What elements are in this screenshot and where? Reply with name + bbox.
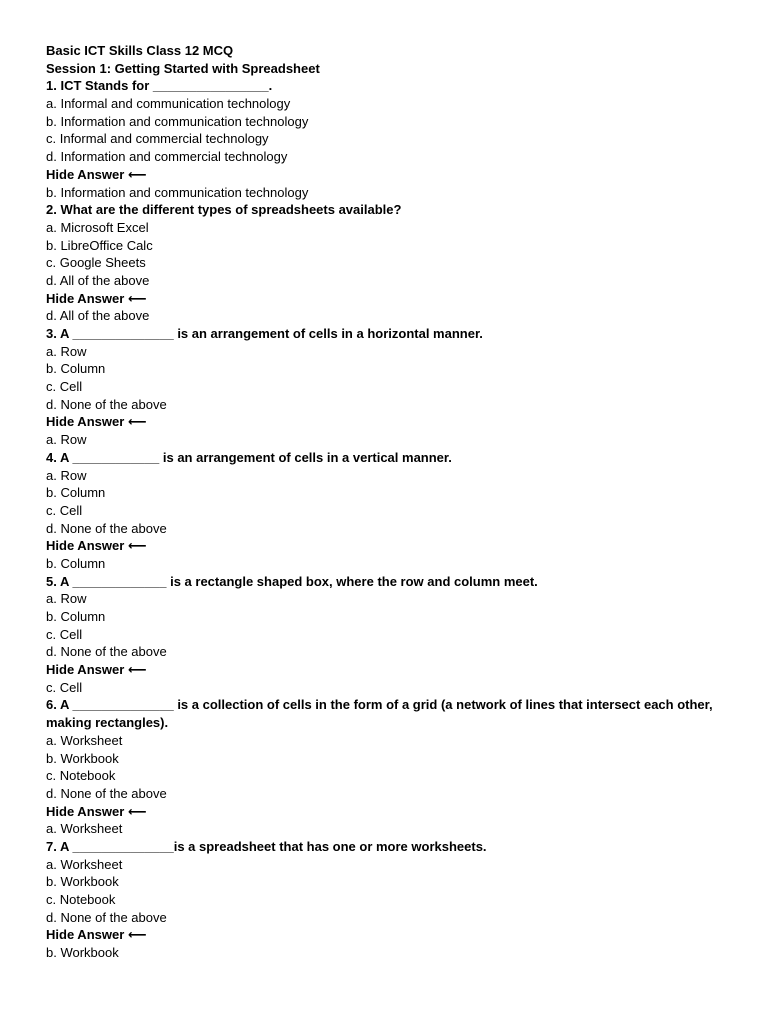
option-a: a. Worksheet bbox=[46, 732, 123, 748]
session-heading: Session 1: Getting Started with Spreadsheet bbox=[46, 60, 320, 76]
option-b: b. Column bbox=[46, 609, 106, 624]
answer-text: b. Column bbox=[46, 555, 106, 571]
option-a: a. Microsoft Excel bbox=[46, 219, 149, 235]
question-text: 5. A _____________ is a rectangle shaped box, where the row and column meet. bbox=[46, 573, 538, 589]
question-block-4 bbox=[46, 449, 736, 573]
hide-answer-toggle[interactable]: Hide Answer ⟵ bbox=[46, 662, 147, 678]
option-d: d. None of the above bbox=[46, 909, 167, 925]
option-a: a. Worksheet bbox=[46, 856, 123, 872]
option-d: d. None of the above bbox=[46, 644, 167, 660]
question-text: 7. A ______________is a spreadsheet that has one or more worksheets. bbox=[46, 838, 487, 854]
document-title: Basic ICT Skills Class 12 MCQ bbox=[46, 43, 234, 58]
question-text: 1. ICT Stands for ________________. bbox=[46, 78, 273, 94]
option-b: b. Column bbox=[46, 485, 106, 501]
question-text: 6. A ______________ is a collection of cells in the form of a grid (a network of lines that intersect each other, making rectangles). bbox=[46, 697, 713, 731]
hide-answer-toggle[interactable]: Hide Answer ⟵ bbox=[46, 803, 147, 819]
answer-text: b. Workbook bbox=[46, 945, 119, 961]
question-block-2 bbox=[46, 201, 736, 325]
option-d: d. None of the above bbox=[46, 396, 167, 412]
option-b: b. Workbook bbox=[46, 874, 119, 890]
question-block-1 bbox=[46, 77, 736, 201]
option-c: c. Notebook bbox=[46, 768, 116, 784]
option-b: b. Column bbox=[46, 361, 106, 377]
option-c: c. Google Sheets bbox=[46, 255, 146, 271]
answer-text: d. All of the above bbox=[46, 308, 150, 324]
option-c: c. Informal and commercial technology bbox=[46, 131, 269, 147]
option-a: a. Informal and communication technology bbox=[46, 96, 291, 112]
document-page bbox=[46, 42, 736, 962]
hide-answer-toggle[interactable]: Hide Answer ⟵ bbox=[46, 927, 147, 943]
option-a: a. Row bbox=[46, 591, 87, 607]
option-b: b. Information and communication technology bbox=[46, 113, 309, 129]
option-d: d. All of the above bbox=[46, 272, 150, 288]
answer-text: a. Worksheet bbox=[46, 821, 123, 837]
option-a: a. Row bbox=[46, 343, 87, 359]
hide-answer-toggle[interactable]: Hide Answer ⟵ bbox=[46, 538, 147, 554]
question-block-6 bbox=[46, 696, 736, 838]
option-d: d. None of the above bbox=[46, 520, 167, 536]
option-c: c. Cell bbox=[46, 502, 83, 518]
option-c: c. Cell bbox=[46, 626, 83, 642]
hide-answer-toggle[interactable]: Hide Answer ⟵ bbox=[46, 414, 147, 430]
answer-text: b. Information and communication technology bbox=[46, 184, 309, 200]
question-block-3 bbox=[46, 325, 736, 449]
question-block-5 bbox=[46, 573, 736, 697]
option-c: c. Notebook bbox=[46, 892, 116, 908]
option-c: c. Cell bbox=[46, 379, 83, 395]
answer-text: a. Row bbox=[46, 432, 87, 448]
answer-text: c. Cell bbox=[46, 679, 83, 695]
question-text: 2. What are the different types of spreadsheets available? bbox=[46, 202, 402, 218]
question-text: 4. A ____________ is an arrangement of cells in a vertical manner. bbox=[46, 449, 452, 465]
question-text: 3. A ______________ is an arrangement of cells in a horizontal manner. bbox=[46, 326, 483, 341]
question-block-7 bbox=[46, 838, 736, 962]
option-b: b. Workbook bbox=[46, 750, 119, 766]
option-b: b. LibreOffice Calc bbox=[46, 237, 153, 253]
option-d: d. Information and commercial technology bbox=[46, 149, 288, 165]
hide-answer-toggle[interactable]: Hide Answer ⟵ bbox=[46, 290, 147, 306]
option-a: a. Row bbox=[46, 467, 87, 483]
option-d: d. None of the above bbox=[46, 785, 167, 801]
hide-answer-toggle[interactable]: Hide Answer ⟵ bbox=[46, 166, 147, 182]
